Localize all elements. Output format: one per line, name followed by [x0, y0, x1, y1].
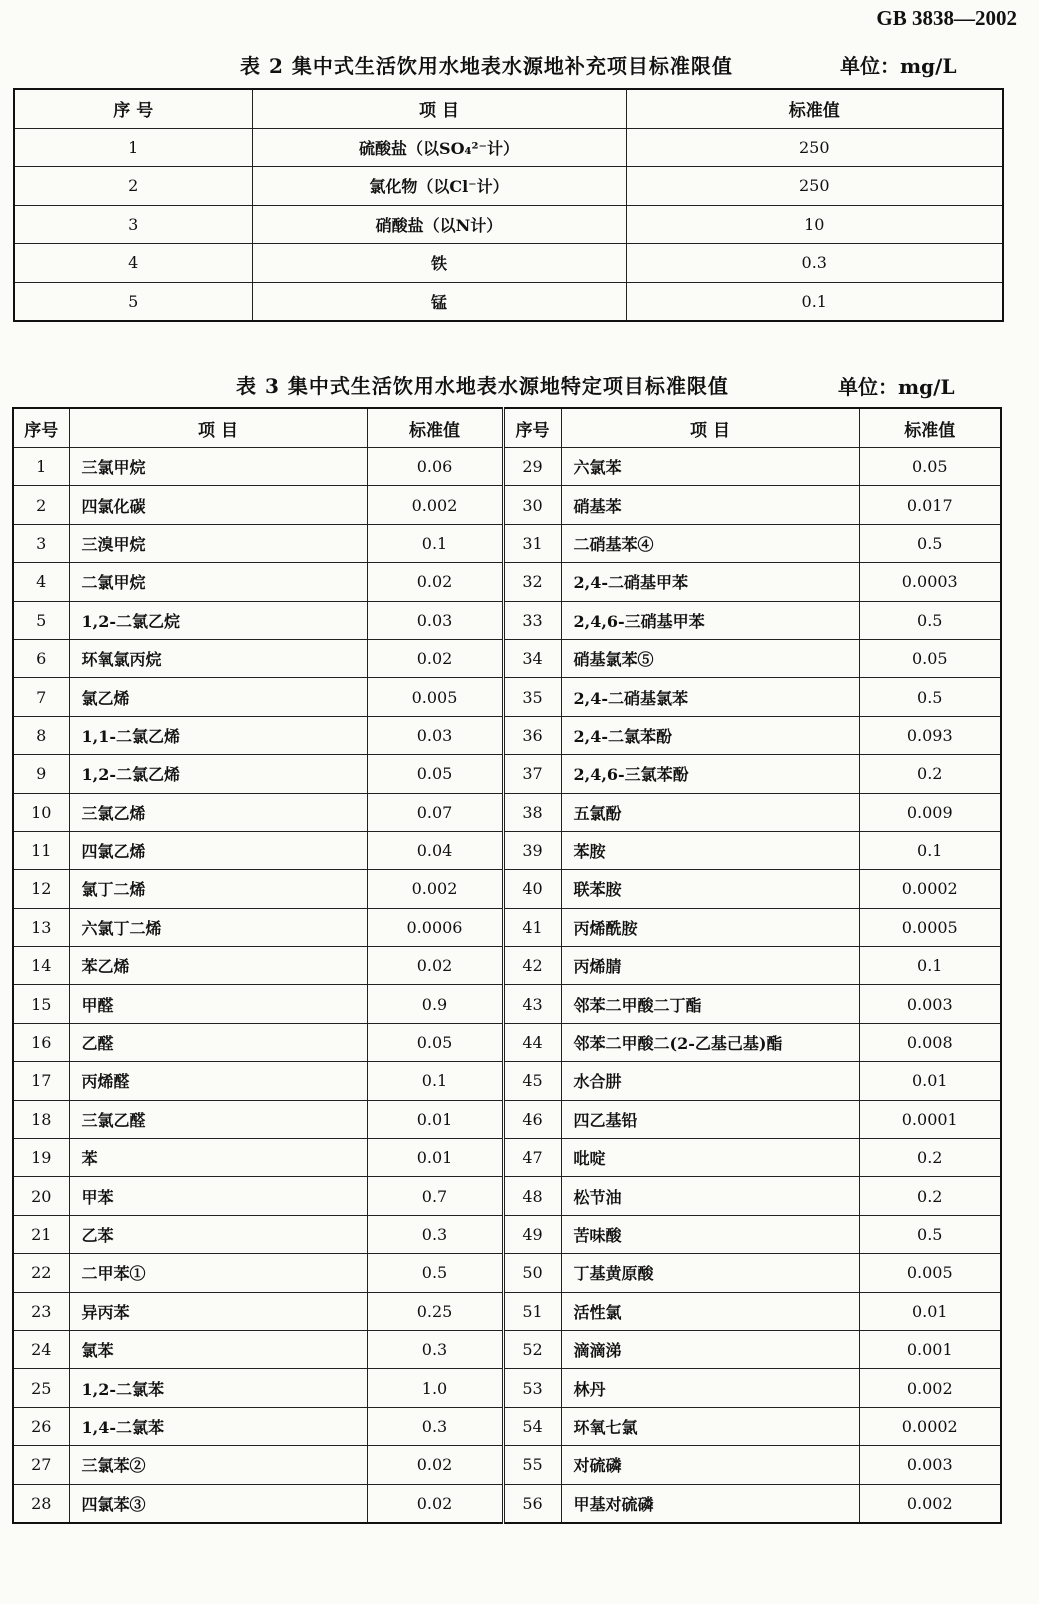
table-row	[14, 205, 1003, 244]
standard-value: 0.0002	[859, 870, 1001, 908]
item-name: 三氯苯②	[69, 1446, 367, 1484]
row-number: 5	[13, 601, 69, 639]
item-name: 环氧七氯	[561, 1407, 859, 1445]
row-number: 54	[503, 1407, 561, 1445]
item-name: 丙烯醛	[69, 1062, 367, 1100]
row-number: 44	[503, 1023, 561, 1061]
table-row	[13, 601, 1001, 639]
standard-value: 0.005	[367, 678, 503, 716]
item-name: 1,2-二氯苯	[69, 1369, 367, 1407]
table-row	[14, 128, 1003, 167]
row-number: 50	[503, 1254, 561, 1292]
row-number: 10	[13, 793, 69, 831]
standard-value: 0.02	[367, 563, 503, 601]
standard-value: 0.2	[859, 755, 1001, 793]
standard-value: 0.01	[367, 1100, 503, 1138]
row-number: 25	[13, 1369, 69, 1407]
table-row	[13, 870, 1001, 908]
standard-value: 0.06	[367, 448, 503, 486]
item-name: 异丙苯	[69, 1292, 367, 1330]
standard-value: 0.05	[859, 639, 1001, 677]
table-row	[13, 1254, 1001, 1292]
row-number: 6	[13, 639, 69, 677]
item-name: 林丹	[561, 1369, 859, 1407]
row-number: 7	[13, 678, 69, 716]
standard-value: 0.1	[367, 524, 503, 562]
row-number: 32	[503, 563, 561, 601]
table2-column-header: 标准值	[626, 89, 1003, 128]
standard-value: 0.5	[859, 678, 1001, 716]
standard-value: 0.1	[859, 947, 1001, 985]
standard-value: 0.093	[859, 716, 1001, 754]
row-number: 35	[503, 678, 561, 716]
row-number: 21	[13, 1215, 69, 1253]
item-name: 联苯胺	[561, 870, 859, 908]
standard-value: 0.3	[367, 1330, 503, 1368]
row-number: 45	[503, 1062, 561, 1100]
row-number: 55	[503, 1446, 561, 1484]
item-name: 二甲苯①	[69, 1254, 367, 1292]
standard-value: 0.0006	[367, 908, 503, 946]
row-number: 36	[503, 716, 561, 754]
table3	[12, 407, 1002, 1524]
item-name: 丁基黄原酸	[561, 1254, 859, 1292]
table-row	[13, 1215, 1001, 1253]
row-number: 43	[503, 985, 561, 1023]
item-name: 环氧氯丙烷	[69, 639, 367, 677]
row-number: 26	[13, 1407, 69, 1445]
item-name: 苯乙烯	[69, 947, 367, 985]
row-number: 13	[13, 908, 69, 946]
item-name: 对硫磷	[561, 1446, 859, 1484]
table-row	[13, 1139, 1001, 1177]
standard-value: 0.02	[367, 947, 503, 985]
row-number: 30	[503, 486, 561, 524]
row-number: 12	[13, 870, 69, 908]
row-number: 17	[13, 1062, 69, 1100]
item-name: 四氯乙烯	[69, 831, 367, 869]
standard-value: 0.0001	[859, 1100, 1001, 1138]
item-name: 四乙基铅	[561, 1100, 859, 1138]
table-row	[13, 831, 1001, 869]
standard-value: 0.3	[626, 244, 1003, 283]
row-number: 4	[13, 563, 69, 601]
item-name: 三氯乙烯	[69, 793, 367, 831]
row-number: 53	[503, 1369, 561, 1407]
standard-value: 0.001	[859, 1330, 1001, 1368]
row-number: 51	[503, 1292, 561, 1330]
item-name: 1,2-二氯乙烯	[69, 755, 367, 793]
table-row	[14, 282, 1003, 321]
item-name: 2,4,6-三氯苯酚	[561, 755, 859, 793]
table-row	[13, 563, 1001, 601]
table-row	[13, 1100, 1001, 1138]
item-name: 三溴甲烷	[69, 524, 367, 562]
standard-value: 0.05	[367, 755, 503, 793]
table-row	[13, 755, 1001, 793]
item-name: 五氯酚	[561, 793, 859, 831]
row-number: 37	[503, 755, 561, 793]
item-name: 硝基苯	[561, 486, 859, 524]
row-number: 28	[13, 1484, 69, 1523]
table2-caption: 表 2 集中式生活饮用水地表水源地补充项目标准限值	[240, 54, 733, 78]
table-row	[13, 1177, 1001, 1215]
item-name: 硝基氯苯⑤	[561, 639, 859, 677]
row-number: 49	[503, 1215, 561, 1253]
row-number: 16	[13, 1023, 69, 1061]
standard-value: 0.02	[367, 1446, 503, 1484]
row-number: 11	[13, 831, 69, 869]
standard-value: 0.02	[367, 1484, 503, 1523]
row-number: 38	[503, 793, 561, 831]
table-row	[13, 1484, 1001, 1523]
standard-value: 0.017	[859, 486, 1001, 524]
table-row	[13, 486, 1001, 524]
standard-value: 0.1	[367, 1062, 503, 1100]
table-row	[13, 793, 1001, 831]
item-name: 苦味酸	[561, 1215, 859, 1253]
row-number: 22	[13, 1254, 69, 1292]
row-number: 19	[13, 1139, 69, 1177]
item-name: 四氯苯③	[69, 1484, 367, 1523]
row-number: 40	[503, 870, 561, 908]
row-number: 3	[13, 524, 69, 562]
item-name: 铁	[252, 244, 626, 283]
standard-value: 250	[626, 128, 1003, 167]
standard-value: 0.005	[859, 1254, 1001, 1292]
row-number: 42	[503, 947, 561, 985]
item-name: 二硝基苯④	[561, 524, 859, 562]
standard-value: 0.5	[859, 601, 1001, 639]
standard-value: 0.5	[367, 1254, 503, 1292]
row-number: 1	[14, 128, 252, 167]
table-row	[13, 947, 1001, 985]
table2-unit: 单位：mg/L	[840, 54, 957, 78]
standard-value: 0.04	[367, 831, 503, 869]
row-number: 24	[13, 1330, 69, 1368]
table-row	[14, 167, 1003, 206]
table-row	[13, 985, 1001, 1023]
table-row	[13, 448, 1001, 486]
item-name: 六氯苯	[561, 448, 859, 486]
standard-value: 0.03	[367, 601, 503, 639]
table-row	[13, 908, 1001, 946]
standard-value: 0.2	[859, 1177, 1001, 1215]
item-name: 硫酸盐（以SO₄²⁻计）	[252, 128, 626, 167]
table3-column-header: 项 目	[69, 408, 367, 448]
standard-value: 1.0	[367, 1369, 503, 1407]
standard-value: 0.25	[367, 1292, 503, 1330]
row-number: 47	[503, 1139, 561, 1177]
row-number: 14	[13, 947, 69, 985]
item-name: 水合肼	[561, 1062, 859, 1100]
table3-column-header: 序号	[503, 408, 561, 448]
table3-column-header: 项 目	[561, 408, 859, 448]
standard-value: 0.07	[367, 793, 503, 831]
item-name: 1,1-二氯乙烯	[69, 716, 367, 754]
standard-value: 0.009	[859, 793, 1001, 831]
table-row	[13, 1407, 1001, 1445]
row-number: 39	[503, 831, 561, 869]
standard-value: 0.1	[859, 831, 1001, 869]
row-number: 31	[503, 524, 561, 562]
table-row	[13, 1330, 1001, 1368]
standard-value: 0.0005	[859, 908, 1001, 946]
table-row	[13, 1023, 1001, 1061]
item-name: 邻苯二甲酸二(2-乙基己基)酯	[561, 1023, 859, 1061]
standard-value: 250	[626, 167, 1003, 206]
standard-value: 0.002	[859, 1484, 1001, 1523]
table-row	[13, 1292, 1001, 1330]
item-name: 三氯甲烷	[69, 448, 367, 486]
row-number: 56	[503, 1484, 561, 1523]
item-name: 硝酸盐（以N计）	[252, 205, 626, 244]
item-name: 甲基对硫磷	[561, 1484, 859, 1523]
table-row	[13, 1369, 1001, 1407]
item-name: 2,4-二硝基甲苯	[561, 563, 859, 601]
table2-column-header: 项 目	[252, 89, 626, 128]
row-number: 34	[503, 639, 561, 677]
standard-value: 0.03	[367, 716, 503, 754]
item-name: 2,4-二硝基氯苯	[561, 678, 859, 716]
item-name: 氯丁二烯	[69, 870, 367, 908]
row-number: 48	[503, 1177, 561, 1215]
standard-value: 0.1	[626, 282, 1003, 321]
item-name: 丙烯酰胺	[561, 908, 859, 946]
row-number: 4	[14, 244, 252, 283]
standard-value: 0.002	[367, 870, 503, 908]
row-number: 29	[503, 448, 561, 486]
standard-value: 0.3	[367, 1407, 503, 1445]
item-name: 1,4-二氯苯	[69, 1407, 367, 1445]
table3-column-header: 序号	[13, 408, 69, 448]
item-name: 六氯丁二烯	[69, 908, 367, 946]
standard-value: 0.002	[367, 486, 503, 524]
item-name: 二氯甲烷	[69, 563, 367, 601]
item-name: 锰	[252, 282, 626, 321]
row-number: 2	[14, 167, 252, 206]
item-name: 丙烯腈	[561, 947, 859, 985]
row-number: 2	[13, 486, 69, 524]
row-number: 27	[13, 1446, 69, 1484]
item-name: 氯乙烯	[69, 678, 367, 716]
standard-value: 0.0002	[859, 1407, 1001, 1445]
standard-value: 0.01	[367, 1139, 503, 1177]
standard-value: 0.3	[367, 1215, 503, 1253]
row-number: 1	[13, 448, 69, 486]
table2-header-row	[14, 89, 1003, 128]
standard-value: 0.02	[367, 639, 503, 677]
row-number: 8	[13, 716, 69, 754]
table-row	[13, 524, 1001, 562]
standard-value: 0.008	[859, 1023, 1001, 1061]
row-number: 33	[503, 601, 561, 639]
item-name: 苯	[69, 1139, 367, 1177]
table-row	[14, 244, 1003, 283]
standard-value: 0.01	[859, 1292, 1001, 1330]
item-name: 邻苯二甲酸二丁酯	[561, 985, 859, 1023]
item-name: 三氯乙醛	[69, 1100, 367, 1138]
row-number: 41	[503, 908, 561, 946]
standard-value: 0.2	[859, 1139, 1001, 1177]
table3-column-header: 标准值	[859, 408, 1001, 448]
item-name: 苯胺	[561, 831, 859, 869]
standard-value: 0.002	[859, 1369, 1001, 1407]
item-name: 2,4,6-三硝基甲苯	[561, 601, 859, 639]
standard-value: 0.05	[367, 1023, 503, 1061]
row-number: 9	[13, 755, 69, 793]
item-name: 1,2-二氯乙烷	[69, 601, 367, 639]
standard-value: 0.003	[859, 985, 1001, 1023]
table-row	[13, 1062, 1001, 1100]
item-name: 2,4-二氯苯酚	[561, 716, 859, 754]
row-number: 52	[503, 1330, 561, 1368]
item-name: 乙苯	[69, 1215, 367, 1253]
table2-column-header: 序 号	[14, 89, 252, 128]
item-name: 甲醛	[69, 985, 367, 1023]
standard-value: 0.0003	[859, 563, 1001, 601]
row-number: 3	[14, 205, 252, 244]
standard-value: 0.5	[859, 1215, 1001, 1253]
row-number: 46	[503, 1100, 561, 1138]
row-number: 5	[14, 282, 252, 321]
table3-header-row	[13, 408, 1001, 448]
item-name: 氯苯	[69, 1330, 367, 1368]
standard-number: GB 3838—2002	[876, 6, 1017, 30]
item-name: 甲苯	[69, 1177, 367, 1215]
table3-unit: 单位：mg/L	[838, 375, 955, 399]
item-name: 乙醛	[69, 1023, 367, 1061]
item-name: 氯化物（以Cl⁻计）	[252, 167, 626, 206]
item-name: 四氯化碳	[69, 486, 367, 524]
standard-value: 0.5	[859, 524, 1001, 562]
row-number: 23	[13, 1292, 69, 1330]
standard-value: 0.7	[367, 1177, 503, 1215]
standard-value: 0.003	[859, 1446, 1001, 1484]
item-name: 吡啶	[561, 1139, 859, 1177]
table3-caption: 表 3 集中式生活饮用水地表水源地特定项目标准限值	[236, 374, 729, 398]
table-row	[13, 716, 1001, 754]
table2	[13, 88, 1004, 322]
standard-value: 0.01	[859, 1062, 1001, 1100]
row-number: 15	[13, 985, 69, 1023]
item-name: 活性氯	[561, 1292, 859, 1330]
standard-value: 10	[626, 205, 1003, 244]
standard-value: 0.05	[859, 448, 1001, 486]
standard-value: 0.9	[367, 985, 503, 1023]
table-row	[13, 639, 1001, 677]
row-number: 18	[13, 1100, 69, 1138]
table-row	[13, 1446, 1001, 1484]
row-number: 20	[13, 1177, 69, 1215]
item-name: 松节油	[561, 1177, 859, 1215]
item-name: 滴滴涕	[561, 1330, 859, 1368]
table3-column-header: 标准值	[367, 408, 503, 448]
table-row	[13, 678, 1001, 716]
